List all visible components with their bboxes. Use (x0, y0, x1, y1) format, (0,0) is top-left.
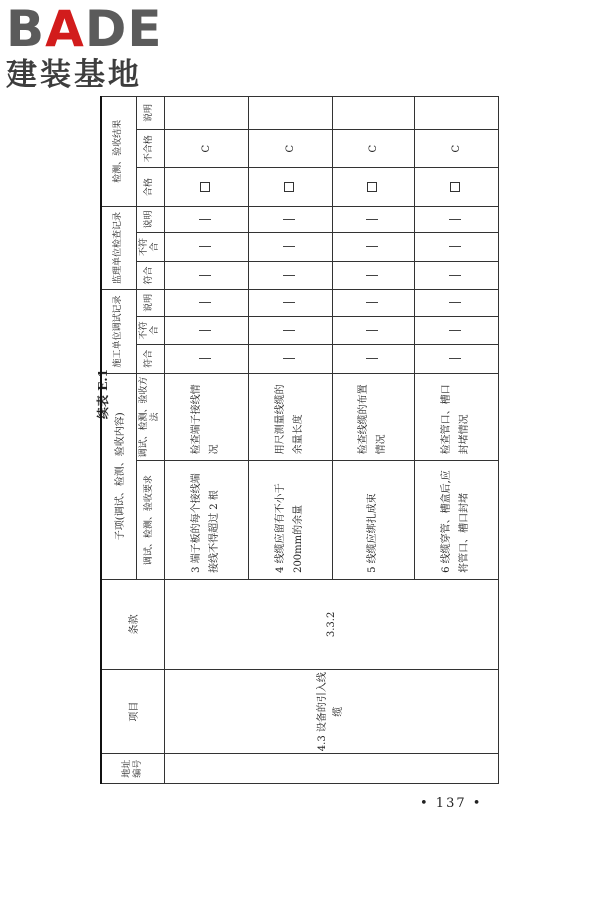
rotated-page-content (96, 96, 506, 784)
table-row (164, 97, 248, 784)
header-conform-2: 符合 (136, 261, 164, 290)
dash-mark (449, 358, 461, 359)
dash-cell (164, 233, 248, 262)
dash-mark (449, 302, 461, 303)
requirement-cell: 3 端子板的每个接线端接线不得超过 2 根 (164, 461, 248, 580)
page-number: • 137 • (420, 796, 483, 811)
dash-cell (332, 261, 414, 290)
dash-mark (283, 358, 295, 359)
dash-mark (283, 330, 295, 331)
unqualified-cell: C (248, 130, 332, 168)
header-sub-item: 子项(调试、检测、验收内容) (101, 373, 136, 579)
header-result: 检测、验收结果 (101, 97, 136, 207)
table-caption: 续表 E.1 (96, 369, 110, 419)
unqualified-cell: C (414, 130, 498, 168)
dash-cell (164, 206, 248, 232)
dash-mark (366, 246, 378, 247)
header-supervision-unit: 监理单位检查记录 (101, 206, 136, 289)
dash-mark (199, 330, 211, 331)
dash-mark (199, 219, 211, 220)
header-note-1: 说明 (136, 290, 164, 316)
dash-cell (414, 316, 498, 345)
header-nonconform-1: 不符合 (136, 316, 164, 345)
requirement-cell: 4 线缆应留有不小于200mm的余量 (248, 461, 332, 580)
header-clause: 条款 (101, 579, 164, 669)
dash-mark (366, 302, 378, 303)
project-cell: 4.3 设备的引入线缆 (164, 669, 498, 753)
dash-cell (332, 345, 414, 374)
result-note-cell (248, 97, 332, 130)
method-cell: 用尺测量线缆的余量长度 (248, 373, 332, 461)
header-project: 项目 (101, 669, 164, 753)
header-note-2: 说明 (136, 206, 164, 232)
dash-cell (414, 290, 498, 316)
method-cell: 检查线缆的布置情况 (332, 373, 414, 461)
requirement-cell: 6 线缆穿管、槽盒后,应将管口、槽口封堵 (414, 461, 498, 580)
dash-cell (248, 206, 332, 232)
dash-cell (414, 233, 498, 262)
dash-mark (449, 330, 461, 331)
dash-mark (283, 219, 295, 220)
dash-cell (414, 345, 498, 374)
dash-cell (332, 290, 414, 316)
dash-cell (164, 316, 248, 345)
dash-mark (199, 302, 211, 303)
header-requirement: 调试、检测、验收要求 (136, 461, 164, 580)
address-code-cell (164, 754, 498, 784)
dash-cell (248, 233, 332, 262)
header-address-code: 地址编号 (101, 754, 164, 784)
qualified-cell (248, 168, 332, 206)
checkbox-icon (284, 182, 294, 192)
header-nonconform-2: 不符合 (136, 233, 164, 262)
result-note-cell (332, 97, 414, 130)
dash-mark (366, 275, 378, 276)
bade-logo (6, 0, 176, 94)
dash-mark (199, 275, 211, 276)
qualified-cell (164, 168, 248, 206)
checkbox-icon (450, 182, 460, 192)
dash-mark (366, 358, 378, 359)
checkbox-icon (367, 182, 377, 192)
header-construction-unit: 施工单位调试记录 (101, 290, 136, 373)
dash-mark (366, 330, 378, 331)
dash-cell (332, 206, 414, 232)
unqualified-cell: C (164, 130, 248, 168)
dash-cell (414, 261, 498, 290)
dash-cell (248, 316, 332, 345)
result-note-cell (164, 97, 248, 130)
dash-cell (164, 345, 248, 374)
header-conform-1: 符合 (136, 345, 164, 374)
checkbox-icon (200, 182, 210, 192)
dash-cell (164, 290, 248, 316)
result-note-cell (414, 97, 498, 130)
dash-cell (332, 316, 414, 345)
dash-mark (449, 219, 461, 220)
method-cell: 检查管口、槽口封堵情况 (414, 373, 498, 461)
dash-cell (164, 261, 248, 290)
dash-cell (414, 206, 498, 232)
dash-mark (199, 246, 211, 247)
dash-mark (283, 246, 295, 247)
clause-cell: 3.3.2 (164, 579, 498, 669)
logo-subtitle: 建装基地 (6, 57, 142, 93)
dash-cell (248, 290, 332, 316)
method-cell: 检查端子接线情况 (164, 373, 248, 461)
dash-cell (332, 233, 414, 262)
dash-mark (199, 358, 211, 359)
header-qualified: 合格 (136, 168, 164, 206)
logo-wordmark: BADE (6, 0, 163, 58)
dash-cell (248, 261, 332, 290)
qualified-cell (332, 168, 414, 206)
requirement-cell: 5 线缆应绑扎成束 (332, 461, 414, 580)
qualified-cell (414, 168, 498, 206)
header-unqualified: 不合格 (136, 130, 164, 168)
dash-mark (449, 246, 461, 247)
dash-cell (248, 345, 332, 374)
inspection-table (100, 96, 499, 784)
dash-mark (283, 302, 295, 303)
header-note-3: 说明 (136, 97, 164, 130)
header-method: 调试、检测、验收方法 (136, 373, 164, 461)
dash-mark (449, 275, 461, 276)
dash-mark (366, 219, 378, 220)
dash-mark (283, 275, 295, 276)
unqualified-cell: C (332, 130, 414, 168)
